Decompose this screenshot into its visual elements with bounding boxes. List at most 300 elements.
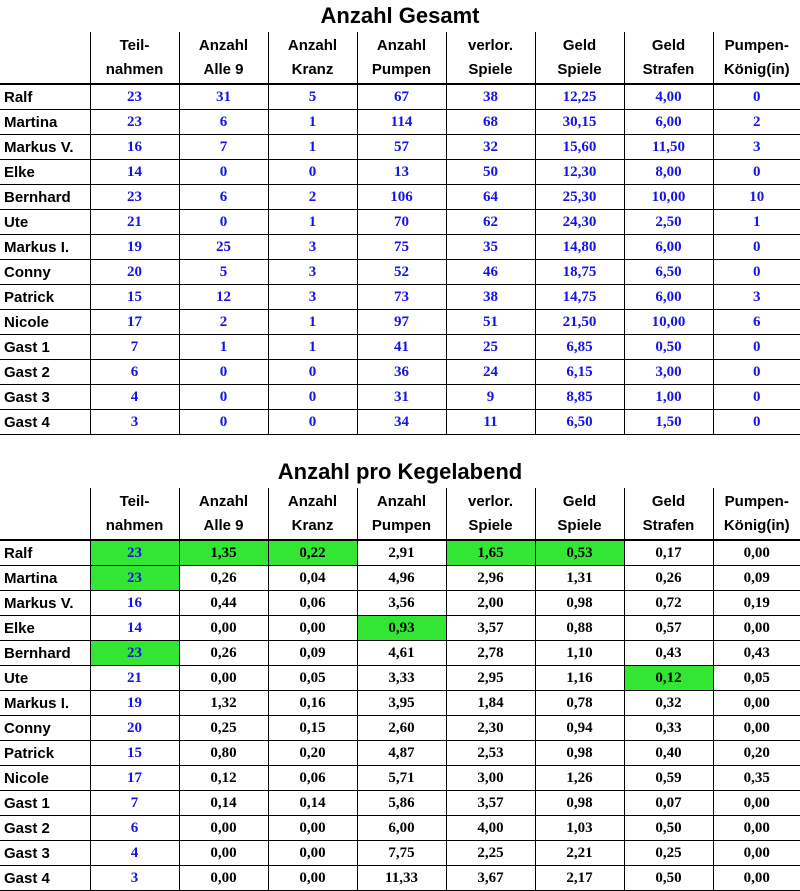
per-evening-table [0,488,800,891]
value-cell: 0,43 [624,641,713,666]
value-cell: 6 [179,110,268,135]
value-cell: 6 [179,185,268,210]
value-cell: 0,15 [268,716,357,741]
table-row [0,866,800,891]
value-cell: 0 [179,410,268,435]
value-cell: 23 [90,110,179,135]
value-cell: 38 [446,285,535,310]
player-name: Elke [0,160,90,185]
value-cell: 0,00 [713,791,800,816]
column-header [268,488,357,540]
value-cell: 2,17 [535,866,624,891]
player-name: Patrick [0,285,90,310]
value-cell: 2,30 [446,716,535,741]
player-name: Nicole [0,310,90,335]
value-cell: 0,72 [624,591,713,616]
player-name: Gast 4 [0,866,90,891]
value-cell: 1 [179,335,268,360]
value-cell: 2 [713,110,800,135]
value-cell: 0,50 [624,335,713,360]
value-cell: 0,00 [713,716,800,741]
value-cell: 34 [357,410,446,435]
column-header-line2: Spiele [447,514,535,538]
value-cell: 3 [268,285,357,310]
value-cell: 0 [179,385,268,410]
value-cell: 0,98 [535,791,624,816]
value-cell: 2,60 [357,716,446,741]
value-cell: 5,71 [357,766,446,791]
value-cell: 18,75 [535,260,624,285]
column-header [446,32,535,84]
value-cell: 0,00 [179,866,268,891]
value-cell: 0,53 [535,540,624,566]
value-cell: 9 [446,385,535,410]
value-cell: 21,50 [535,310,624,335]
value-cell: 4,87 [357,741,446,766]
player-name: Martina [0,110,90,135]
header-row [0,488,800,540]
column-header-line1: verlor. [447,490,535,514]
value-cell: 4,00 [624,84,713,110]
value-cell: 3,95 [357,691,446,716]
value-cell: 0 [713,385,800,410]
table-row [0,360,800,385]
value-cell: 35 [446,235,535,260]
value-cell: 75 [357,235,446,260]
value-cell: 0,07 [624,791,713,816]
value-cell: 57 [357,135,446,160]
value-cell: 0,09 [713,566,800,591]
value-cell: 0,06 [268,591,357,616]
value-cell: 19 [90,691,179,716]
value-cell: 3 [90,866,179,891]
value-cell: 12,25 [535,84,624,110]
column-header [179,488,268,540]
player-name: Markus V. [0,591,90,616]
value-cell: 10 [713,185,800,210]
value-cell: 15,60 [535,135,624,160]
table-row [0,260,800,285]
value-cell: 97 [357,310,446,335]
value-cell: 8,00 [624,160,713,185]
column-header [179,32,268,84]
value-cell: 23 [90,84,179,110]
value-cell: 12,30 [535,160,624,185]
value-cell: 0,22 [268,540,357,566]
player-name: Gast 1 [0,335,90,360]
value-cell: 6,85 [535,335,624,360]
value-cell: 23 [90,540,179,566]
value-cell: 12 [179,285,268,310]
value-cell: 0,00 [179,816,268,841]
value-cell: 6,15 [535,360,624,385]
value-cell: 1 [268,210,357,235]
value-cell: 0,35 [713,766,800,791]
value-cell: 6,00 [624,110,713,135]
column-header-line2: nahmen [91,514,179,538]
value-cell: 11,50 [624,135,713,160]
column-header [357,488,446,540]
column-header-line2: Alle 9 [180,58,268,82]
player-name: Ute [0,210,90,235]
column-header-line2: Alle 9 [180,514,268,538]
column-header-line1: Geld [625,490,713,514]
table-row [0,185,800,210]
value-cell: 2,21 [535,841,624,866]
value-cell: 14,80 [535,235,624,260]
value-cell: 14 [90,616,179,641]
value-cell: 0,00 [713,616,800,641]
table-row [0,616,800,641]
value-cell: 3,57 [446,791,535,816]
column-header-line2: Pumpen [358,514,446,538]
player-name: Ralf [0,540,90,566]
value-cell: 106 [357,185,446,210]
value-cell: 2,50 [624,210,713,235]
value-cell: 10,00 [624,185,713,210]
player-name: Markus I. [0,691,90,716]
column-header [357,32,446,84]
value-cell: 3,00 [624,360,713,385]
value-cell: 21 [90,666,179,691]
value-cell: 1,32 [179,691,268,716]
value-cell: 0,12 [624,666,713,691]
value-cell: 23 [90,566,179,591]
column-header-line2: Spiele [536,58,624,82]
value-cell: 3 [90,410,179,435]
column-header-line1: Anzahl [180,34,268,58]
column-header [0,32,90,84]
player-name: Gast 2 [0,360,90,385]
value-cell: 2,78 [446,641,535,666]
value-cell: 1,10 [535,641,624,666]
column-header-line2: Pumpen [358,58,446,82]
player-name: Elke [0,616,90,641]
value-cell: 68 [446,110,535,135]
value-cell: 10,00 [624,310,713,335]
value-cell: 38 [446,84,535,110]
value-cell: 0 [179,360,268,385]
value-cell: 31 [179,84,268,110]
value-cell: 32 [446,135,535,160]
value-cell: 14 [90,160,179,185]
column-header-line1: Geld [536,490,624,514]
value-cell: 3,57 [446,616,535,641]
value-cell: 0,26 [624,566,713,591]
column-header-line2: nahmen [91,58,179,82]
value-cell: 0,00 [713,841,800,866]
value-cell: 0,17 [624,540,713,566]
column-header [535,488,624,540]
value-cell: 5 [179,260,268,285]
value-cell: 17 [90,310,179,335]
value-cell: 1,50 [624,410,713,435]
player-name: Gast 2 [0,816,90,841]
value-cell: 1,31 [535,566,624,591]
value-cell: 4,61 [357,641,446,666]
value-cell: 0,00 [713,691,800,716]
value-cell: 1,03 [535,816,624,841]
value-cell: 7 [90,335,179,360]
value-cell: 64 [446,185,535,210]
column-header-line2: König(in) [714,58,800,82]
value-cell: 0,14 [268,791,357,816]
value-cell: 2,96 [446,566,535,591]
column-header-line2: Spiele [536,514,624,538]
value-cell: 3,67 [446,866,535,891]
value-cell: 0 [713,410,800,435]
value-cell: 0 [179,160,268,185]
value-cell: 6,00 [624,285,713,310]
table-row [0,110,800,135]
value-cell: 24 [446,360,535,385]
value-cell: 11,33 [357,866,446,891]
value-cell: 15 [90,285,179,310]
value-cell: 0,94 [535,716,624,741]
player-name: Gast 4 [0,410,90,435]
player-name: Markus V. [0,135,90,160]
value-cell: 2 [268,185,357,210]
table-row [0,310,800,335]
column-header [0,488,90,540]
value-cell: 7,75 [357,841,446,866]
value-cell: 4 [90,841,179,866]
value-cell: 0,93 [357,616,446,641]
value-cell: 0 [713,335,800,360]
table-row [0,210,800,235]
value-cell: 1,16 [535,666,624,691]
value-cell: 0,00 [268,866,357,891]
value-cell: 2,53 [446,741,535,766]
value-cell: 31 [357,385,446,410]
value-cell: 6,00 [357,816,446,841]
value-cell: 0 [268,360,357,385]
table-row [0,160,800,185]
value-cell: 1,26 [535,766,624,791]
value-cell: 2,25 [446,841,535,866]
value-cell: 23 [90,641,179,666]
value-cell: 2,00 [446,591,535,616]
value-cell: 3,56 [357,591,446,616]
value-cell: 11 [446,410,535,435]
value-cell: 6,00 [624,235,713,260]
column-header-line2: König(in) [714,514,800,538]
value-cell: 0,57 [624,616,713,641]
table-row [0,841,800,866]
value-cell: 0,05 [713,666,800,691]
value-cell: 25 [179,235,268,260]
value-cell: 0,20 [713,741,800,766]
value-cell: 0,80 [179,741,268,766]
column-header-line2: Kranz [269,58,357,82]
table-row [0,540,800,566]
table-row [0,84,800,110]
value-cell: 16 [90,135,179,160]
value-cell: 67 [357,84,446,110]
value-cell: 1 [268,135,357,160]
table-row [0,816,800,841]
player-name: Conny [0,716,90,741]
value-cell: 0,88 [535,616,624,641]
value-cell: 3 [713,285,800,310]
player-name: Gast 3 [0,841,90,866]
value-cell: 5,86 [357,791,446,816]
column-header-line2: Kranz [269,514,357,538]
column-header-line1: Teil- [91,490,179,514]
value-cell: 7 [179,135,268,160]
value-cell: 3 [268,260,357,285]
value-cell: 25 [446,335,535,360]
value-cell: 0 [713,84,800,110]
value-cell: 6,50 [624,260,713,285]
value-cell: 0,98 [535,591,624,616]
value-cell: 1,84 [446,691,535,716]
value-cell: 1 [268,310,357,335]
column-header-line1: verlor. [447,34,535,58]
player-name: Gast 3 [0,385,90,410]
column-header-line1: Anzahl [358,34,446,58]
value-cell: 0,00 [268,616,357,641]
column-header-line1: Teil- [91,34,179,58]
value-cell: 0 [268,410,357,435]
column-header-line1: Pumpen- [714,490,800,514]
value-cell: 6 [713,310,800,335]
column-header [446,488,535,540]
player-name: Bernhard [0,641,90,666]
value-cell: 0,40 [624,741,713,766]
value-cell: 70 [357,210,446,235]
value-cell: 50 [446,160,535,185]
player-name: Gast 1 [0,791,90,816]
value-cell: 0,05 [268,666,357,691]
value-cell: 0 [713,260,800,285]
value-cell: 73 [357,285,446,310]
value-cell: 52 [357,260,446,285]
player-name: Nicole [0,766,90,791]
value-cell: 13 [357,160,446,185]
table-row [0,691,800,716]
column-header [624,488,713,540]
value-cell: 0,00 [713,540,800,566]
column-header [90,488,179,540]
column-header-line1: Anzahl [269,490,357,514]
value-cell: 30,15 [535,110,624,135]
value-cell: 0 [179,210,268,235]
column-header-line1: Geld [536,34,624,58]
column-header-line2: Strafen [625,58,713,82]
column-header [624,32,713,84]
table-row [0,385,800,410]
value-cell: 0 [268,160,357,185]
value-cell: 1 [268,335,357,360]
column-header-line2: Spiele [447,58,535,82]
value-cell: 8,85 [535,385,624,410]
value-cell: 0,00 [179,666,268,691]
value-cell: 1,65 [446,540,535,566]
table-row [0,335,800,360]
column-header-line1: Anzahl [180,490,268,514]
value-cell: 3 [268,235,357,260]
value-cell: 5 [268,84,357,110]
value-cell: 0 [713,235,800,260]
table-row [0,716,800,741]
table-row [0,410,800,435]
value-cell: 19 [90,235,179,260]
value-cell: 0,50 [624,816,713,841]
table-row [0,135,800,160]
column-header [535,32,624,84]
value-cell: 4,96 [357,566,446,591]
value-cell: 0,32 [624,691,713,716]
value-cell: 17 [90,766,179,791]
column-header [713,32,800,84]
value-cell: 0,12 [179,766,268,791]
value-cell: 1 [268,110,357,135]
column-header-line1: Geld [625,34,713,58]
table1-title: Anzahl Gesamt [0,3,800,29]
value-cell: 2 [179,310,268,335]
value-cell: 0,16 [268,691,357,716]
value-cell: 0,26 [179,566,268,591]
value-cell: 0 [713,160,800,185]
table-row [0,285,800,310]
value-cell: 0,00 [179,616,268,641]
table-row [0,566,800,591]
header-row [0,32,800,84]
value-cell: 41 [357,335,446,360]
value-cell: 0 [713,360,800,385]
value-cell: 0,19 [713,591,800,616]
value-cell: 0,78 [535,691,624,716]
value-cell: 24,30 [535,210,624,235]
value-cell: 7 [90,791,179,816]
value-cell: 0,50 [624,866,713,891]
value-cell: 21 [90,210,179,235]
value-cell: 0,00 [179,841,268,866]
value-cell: 0,25 [624,841,713,866]
value-cell: 0,43 [713,641,800,666]
value-cell: 3,00 [446,766,535,791]
value-cell: 0,04 [268,566,357,591]
value-cell: 0 [268,385,357,410]
player-name: Markus I. [0,235,90,260]
value-cell: 62 [446,210,535,235]
value-cell: 0,00 [268,841,357,866]
player-name: Ralf [0,84,90,110]
value-cell: 0,44 [179,591,268,616]
player-name: Martina [0,566,90,591]
value-cell: 3 [713,135,800,160]
value-cell: 46 [446,260,535,285]
value-cell: 4,00 [446,816,535,841]
table-row [0,235,800,260]
value-cell: 6,50 [535,410,624,435]
player-name: Conny [0,260,90,285]
value-cell: 0,09 [268,641,357,666]
column-header-line1: Anzahl [358,490,446,514]
value-cell: 0,59 [624,766,713,791]
player-name: Patrick [0,741,90,766]
column-header [713,488,800,540]
table-row [0,591,800,616]
value-cell: 20 [90,260,179,285]
value-cell: 2,91 [357,540,446,566]
column-header [268,32,357,84]
value-cell: 0,98 [535,741,624,766]
value-cell: 4 [90,385,179,410]
value-cell: 6 [90,816,179,841]
table-row [0,666,800,691]
